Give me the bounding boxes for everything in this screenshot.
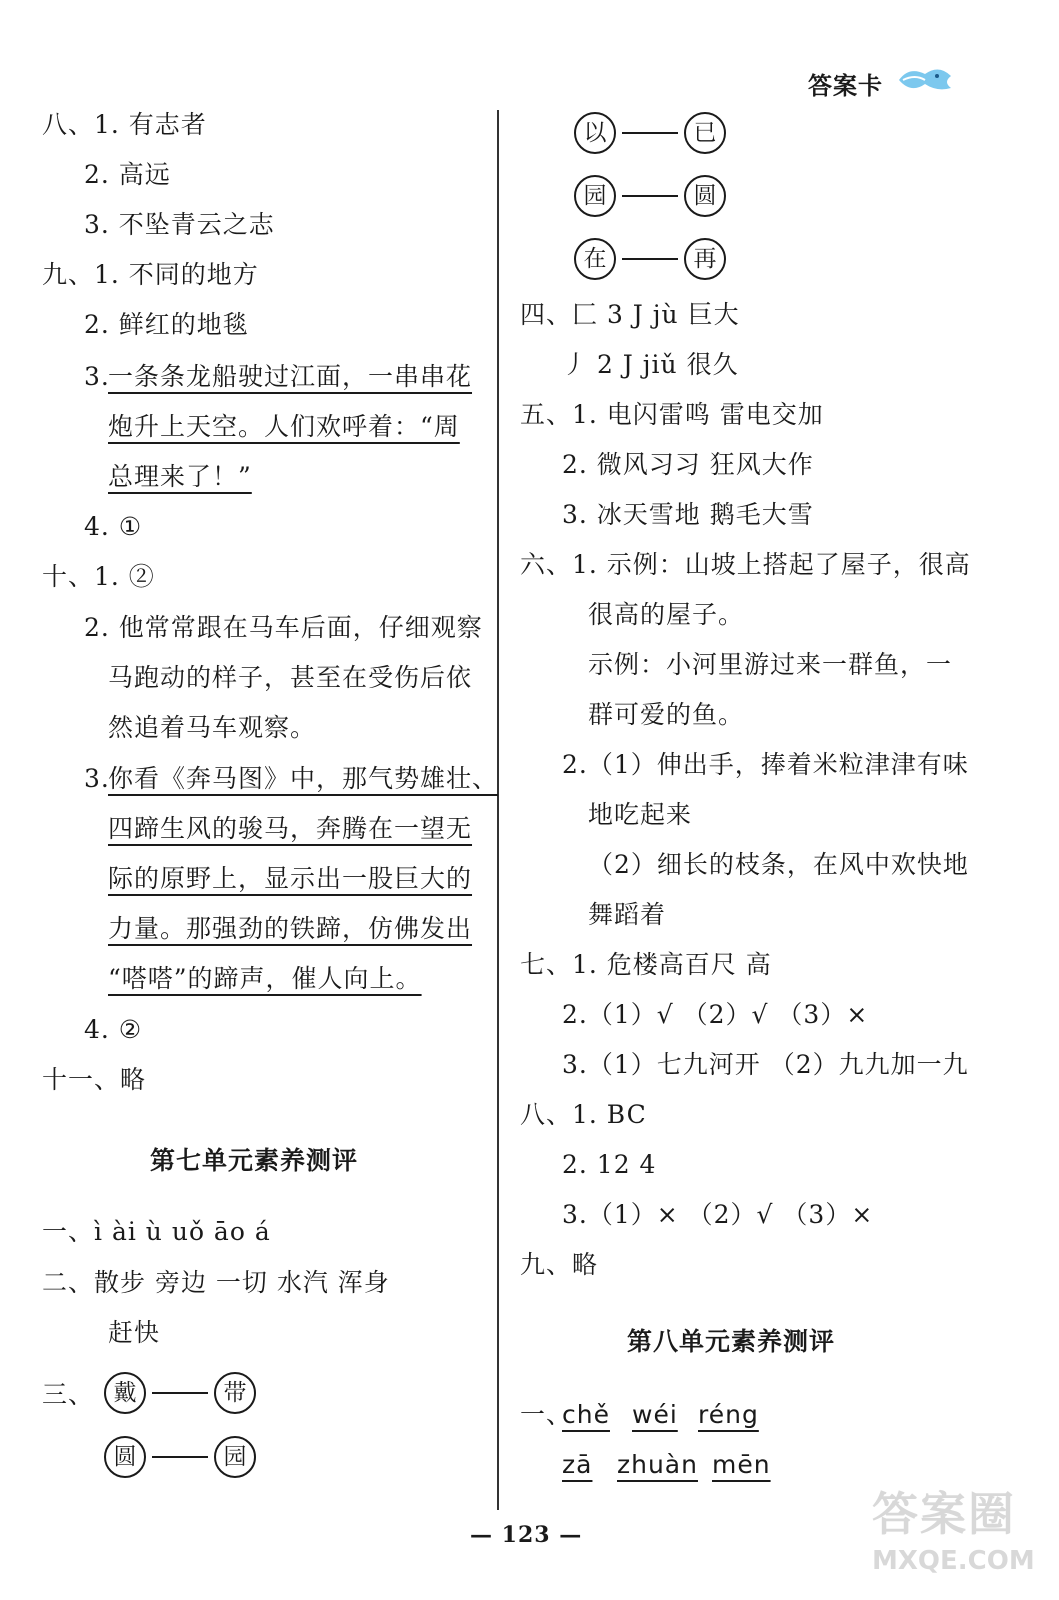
circled-char: 在: [574, 238, 616, 280]
answer-line: 3.（1）七九河开 （2）九九加一九: [562, 1050, 969, 1079]
answer-line: 六、1. 示例：山坡上搭起了屋子，很高: [520, 550, 971, 579]
answer-line: 3.: [84, 362, 110, 391]
answer-line: 3. 冰天雪地 鹅毛大雪: [562, 500, 814, 529]
fish-icon: [895, 62, 955, 96]
answer-line: 赶快: [108, 1318, 161, 1347]
answer-line: 马跑动的样子，甚至在受伤后依: [108, 663, 473, 692]
underlined-answer: 际的原野上，显示出一股巨大的: [108, 864, 473, 893]
answer-line: 七、1. 危楼高百尺 高: [520, 950, 772, 979]
answer-line: 2.（1）√ （2）√ （3）×: [562, 1000, 869, 1029]
underlined-answer: 总理来了！”: [108, 462, 252, 491]
connector-line: [622, 194, 678, 198]
char-pair: [574, 112, 726, 154]
column-divider: [497, 110, 499, 1510]
circled-char: 园: [574, 175, 616, 217]
answer-line: 一、: [520, 1400, 573, 1429]
answer-line: 3.（1）× （2）√ （3）×: [562, 1200, 874, 1229]
answer-line: 舞蹈着: [588, 900, 667, 929]
answer-line: 2.（1）伸出手，捧着米粒津津有味: [562, 750, 969, 779]
answer-line: 九、略: [520, 1250, 599, 1279]
unit7-title: 第七单元素养测评: [150, 1146, 359, 1175]
circled-char: 带: [214, 1372, 256, 1414]
circled-char: 圆: [104, 1436, 146, 1478]
answer-line: 三、: [42, 1380, 95, 1409]
answer-line: 2. 12 4: [562, 1150, 657, 1179]
answer-line: 4. ②: [84, 1015, 143, 1044]
pinyin-answer: mēn: [712, 1450, 771, 1479]
circled-char: 再: [684, 238, 726, 280]
char-pair: [104, 1372, 256, 1414]
answer-line: 一、ì ài ù uǒ āo á: [42, 1217, 271, 1246]
connector-line: [622, 131, 678, 135]
answer-line: 2. 鲜红的地毯: [84, 310, 249, 339]
circled-char: 以: [574, 112, 616, 154]
page-number: — 123 —: [470, 1522, 583, 1548]
connector-line: [152, 1391, 208, 1395]
underlined-answer: 力量。那强劲的铁蹄，仿佛发出: [108, 914, 473, 943]
answer-line: 丿 2 J jiǔ 很久: [562, 350, 739, 379]
circled-char: 已: [684, 112, 726, 154]
answer-line: （2）细长的枝条，在风中欢快地: [588, 850, 969, 879]
char-pair: [574, 238, 726, 280]
answer-line: 3. 不坠青云之志: [84, 210, 275, 239]
answer-line: 2. 高远: [84, 160, 171, 189]
underlined-answer: 一条条龙船驶过江面，一串串花: [108, 362, 473, 391]
answer-line: 八、1. BC: [520, 1100, 647, 1129]
answer-line: 四、匚 3 J jù 巨大: [520, 300, 740, 329]
watermark-logo: [872, 1478, 1042, 1593]
connector-line: [622, 257, 678, 261]
underlined-answer: 你看《奔马图》中，那气势雄壮、: [108, 764, 499, 793]
unit8-title: 第八单元素养测评: [627, 1327, 836, 1356]
pinyin-answer: zā: [562, 1450, 593, 1479]
answer-line: 九、1. 不同的地方: [42, 260, 259, 289]
pinyin-answer: réng: [698, 1400, 759, 1429]
answer-line: 2. 他常常跟在马车后面，仔细观察: [84, 613, 483, 642]
answer-line: 很高的屋子。: [588, 600, 745, 629]
pinyin-answer: chě: [562, 1400, 610, 1429]
connector-line: [152, 1455, 208, 1459]
circled-char: 圆: [684, 175, 726, 217]
answer-line: 示例：小河里游过来一群鱼，一: [588, 650, 953, 679]
answer-line: 4. ①: [84, 512, 143, 541]
answer-line: 3.: [84, 764, 110, 793]
char-pair: [104, 1436, 256, 1478]
answer-line: 地吃起来: [588, 800, 693, 829]
underlined-answer: “嗒嗒”的蹄声，催人向上。: [108, 964, 422, 993]
answer-line: 十一、略: [42, 1065, 147, 1094]
answer-line: 然追着马车观察。: [108, 713, 317, 742]
pinyin-answer: wéi: [632, 1400, 678, 1429]
pinyin-answer: zhuàn: [617, 1450, 698, 1479]
answer-line: 八、1. 有志者: [42, 110, 207, 139]
circled-char: 园: [214, 1436, 256, 1478]
answer-line: 群可爱的鱼。: [588, 700, 745, 729]
circled-char: 戴: [104, 1372, 146, 1414]
watermark-sub: MXQE.COM: [872, 1546, 1035, 1576]
char-pair: [574, 175, 726, 217]
underlined-answer: 四蹄生风的骏马，奔腾在一望无: [108, 814, 473, 843]
answer-line: 十、1. ②: [42, 562, 155, 591]
answer-line: 二、散步 旁边 一切 水汽 浑身: [42, 1268, 390, 1297]
underlined-answer: 炮升上天空。人们欢呼着：“周: [108, 412, 460, 441]
header-title: 答案卡: [808, 72, 883, 100]
watermark-text: 答案圈: [872, 1487, 1016, 1541]
answer-line: 2. 微风习习 狂风大作: [562, 450, 814, 479]
answer-line: 五、1. 电闪雷鸣 雷电交加: [520, 400, 824, 429]
